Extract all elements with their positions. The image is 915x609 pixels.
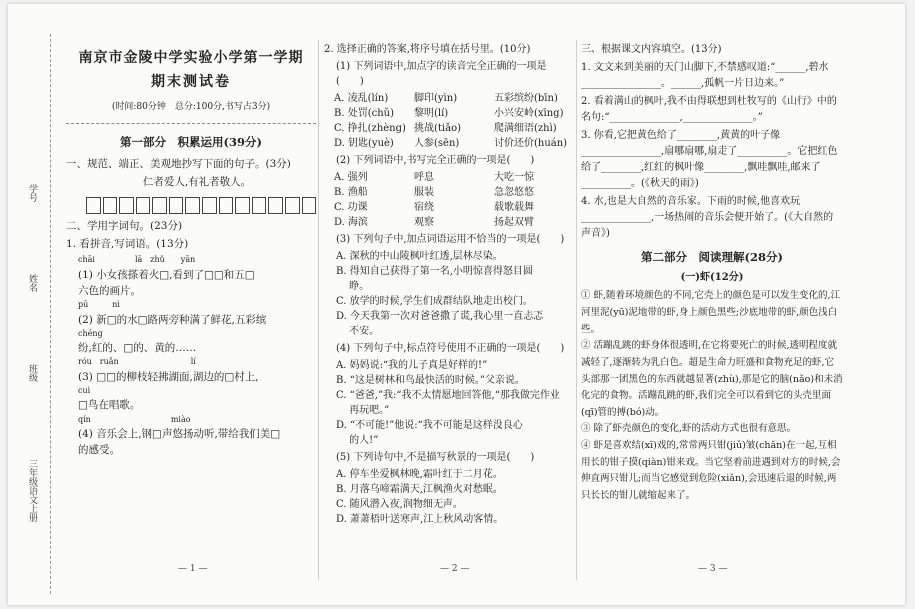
column-divider [576,40,577,580]
divider [66,123,316,124]
page-number: — 1 — [178,564,208,574]
grade-label: 三年级语文上册 [27,459,37,522]
part2-heading: 第二部分 阅读理解(28分) [641,250,783,264]
student-id-label: 学号 [27,184,37,202]
exam-title: 南京市金陵中学实验小学第一学期 [78,50,304,66]
fill-item[interactable]: 1. 文文来到美丽的天门山脚下,不禁感叹道:“______,碧水________________。______,孤帆一片日边来。” [581,62,829,89]
pinyin-line: qín miào [78,414,191,424]
sub-question: (4) 下列句子中,标点符号使用不正确的一项是( ) [336,343,565,354]
option-row[interactable] [324,136,574,151]
option-line[interactable]: 的人!” [336,435,379,446]
exam-meta: (时间:80分钟 总分:100分,书写占3分) [111,102,271,113]
option-cell: 小兴安岭(xīng) [494,108,564,119]
exam-sheet [8,4,905,605]
part1-heading: 第一部分 积累运用(39分) [120,135,262,150]
reading-paragraph: ③ 除了虾壳颜色的变化,虾的活动方式也很有意思。 [581,423,797,435]
name-label: 姓名 [27,274,37,292]
option-cell: 宿绕 [414,202,434,213]
option-cell: 急忽悠悠 [494,187,534,198]
pinyin-line: cuì [78,386,91,396]
copy-sentence: 仁者爱人,有礼者敬人。 [142,176,252,189]
pinyin-line: chāi lā zhǔ yān [78,255,196,265]
option-row[interactable] [324,121,574,136]
option-row[interactable] [324,106,574,121]
option-row[interactable] [324,200,574,215]
question-3: 三、根据课文内容填空。(13分) [581,44,722,55]
option-line[interactable]: 睁。 [336,281,370,292]
item-line[interactable]: (3) □□的柳枝轻拂湖面,湖边的□村上, [78,370,259,383]
sub-question: (5) 下列诗句中,不是描写秋景的一项是( ) [336,452,535,463]
option-row[interactable] [324,170,574,185]
item-line[interactable]: 纷,红的、□的、黄的…… [78,342,197,355]
option-line[interactable]: 再玩吧。” [336,405,390,416]
item-line: 六色的画片。 [78,284,141,297]
question-2-2: 2. 选择正确的答案,将序号填在括号里。(10分) [324,44,531,55]
column-divider [318,40,319,580]
fill-item[interactable]: 2. 看着满山的枫叶,我不由得联想到杜牧写的《山行》中的名句:“______________,______________。” [581,96,837,123]
reading-paragraph: ① 虾,随着环境颜色的不同,它壳上的颜色是可以发生变化的,江河里泥(yū)泥地带的虾,身上颜色黑些;沙底地带的虾,颜色浅白些。 [581,290,841,335]
option-row[interactable] [324,215,574,230]
question-1: 一、规范、端正、美观地抄写下面的句子。(3分) [66,158,291,171]
binding-margin [8,4,66,605]
sub-question: (3) 下列句子中,加点词语运用不恰当的一项是( ) [336,234,565,245]
option-cell: 讨价还价(huán) [494,138,568,149]
options-s1 [324,91,574,151]
item-line[interactable]: (1) 小女孩搽着火□,看到了□□和五□ [78,268,255,281]
option-row[interactable] [324,185,574,200]
option-cell: D. 钥匙(yuè) [334,138,394,149]
option-cell: 挑战(tiǎo) [414,123,462,134]
sub-question: (2) 下列词语中,书写完全正确的一项是( ) [336,155,535,166]
option-cell: C. 功课 [334,202,368,213]
options-s5 [324,467,574,527]
reading-paragraph: ② 活蹦乱跳的虾身体很透明,在它将要死亡的时候,透明程度就减轻了,逐渐转为乳白色。超是生命力旺盛和食物充足的虾,它头部那一团黑色的东西就越显著(zhù),那是它的脑(nǎo)和未消化完的食物。活蹦乱跳的虾,我们完全可以看到它的头壳里面(qī)管的搏(bó)动。 [581,340,843,418]
option-cell: B. 渔船 [334,187,368,198]
option-line[interactable]: C. 随风潜入夜,润物细无声。 [336,499,463,510]
option-cell: B. 处罚(chǔ) [334,108,394,119]
option-line[interactable]: C. 放学的时候,学生们成群结队地走出校门。 [336,296,533,307]
pinyin-line: róu ruǎn lí [78,357,196,367]
options-s3 [324,249,574,339]
option-line[interactable]: C. “爸爸,”我:“我不太情愿地回答他,“那我做完作业 [336,390,560,401]
page-number: — 3 — [698,564,728,574]
fill-item[interactable]: 4. 水,也是大自然的音乐家。下雨的时候,他喜欢玩______________,一场热闹的音乐会便开始了。(《大自然的声音》) [581,196,834,239]
option-line[interactable]: A. 妈妈说:“我的儿子真是好样的!” [336,360,488,371]
page-3 [581,40,843,505]
option-cell: 扬起双臂 [494,217,534,228]
option-line[interactable]: D. 今天我第一次对爸爸撒了谎,我心里一直忐忑 [336,311,544,322]
writing-grid[interactable] [86,197,316,214]
option-cell: 五彩缤纷(bīn) [494,93,558,104]
option-cell: A. 强列 [334,172,368,183]
reading-paragraph: ④ 虾是喜欢结(xī)戏的,常常两只钳(jiǔ)皱(chǎn)在一起,互相用长的钳子摸(qiàn)钳来戏。当它坚着前进遇到对方的时候,会伸直两只钳儿;而当它感觉到危险(xiǎn),会迅速后退的时候,两只长长的钳儿就缩起来了。 [581,440,841,501]
option-cell: C. 挣扎(zhèng) [334,123,406,134]
options-s2 [324,170,574,230]
question-2-1: 1. 看拼音,写词语。(13分) [66,237,189,250]
option-cell: 爬满细语(zhì) [494,123,557,134]
pinyin-line: chéng [78,328,103,338]
options-s4 [324,358,574,448]
option-cell: A. 凌乱(lín) [334,93,389,104]
option-row[interactable] [324,91,574,106]
page-number: — 2 — [440,564,470,574]
class-label: 班级 [27,364,37,382]
option-line[interactable]: 不安。 [336,326,380,337]
page-1 [66,40,316,459]
sub-question: (1) 下列词语中,加点字的读音完全正确的一项是( ) [336,61,547,87]
option-line[interactable]: B. 月落乌啼霜满天,江枫渔火对愁眠。 [336,484,503,495]
option-line[interactable]: A. 深秋的中山陵枫叶红透,层林尽染。 [336,251,503,262]
question-2: 二、学用字词句。(23分) [66,219,183,232]
item-line[interactable]: (2) 新□的水□路两旁种满了鲜花,五彩缤 [78,313,267,326]
option-line[interactable]: A. 停车坐爱枫林晚,霜叶红于二月花。 [336,469,503,480]
option-cell: 脚印(yìn) [414,93,458,104]
option-cell: 服装 [414,187,434,198]
pinyin-line: pū nì [78,300,120,310]
item-line: 的感受。 [78,444,120,457]
option-cell: 呼息 [414,172,434,183]
option-line[interactable]: B. “这是树林和鸟最快活的时候。”父亲说。 [336,375,525,386]
exam-subtitle: 期末测试卷 [151,73,231,90]
option-cell: 观察 [414,217,434,228]
binding-line [50,34,51,594]
fill-item[interactable]: 3. 你看,它把黄色给了________,黄黄的叶子像________________,扇哪扇哪,扇走了__________。它把红色给了________,红红的枫叶像________,飘哇飘哇,邮来了__________。(《秋天的雨》) [581,130,838,189]
option-cell: 人参(sēn) [414,138,460,149]
item-line[interactable]: □鸟在唱歌。 [78,399,141,412]
option-cell: 黎明(lí) [414,108,449,119]
option-cell: 大吃一惊 [494,172,534,183]
option-line[interactable]: D. “不可能!”他说:“我不可能是这样没良心 [336,420,523,431]
option-line[interactable]: D. 萧萧梧叶送寒声,江上秋风动客情。 [336,514,504,525]
page-2 [324,40,574,527]
reading-title: (一)虾(12分) [680,272,744,284]
option-cell: D. 海滨 [334,217,369,228]
item-line[interactable]: (4) 音乐会上,钢□声悠扬动听,带给我们美□ [78,428,281,441]
option-line[interactable]: B. 得知自己获得了第一名,小明惊喜得怒目圆 [336,266,533,277]
option-cell: 载歌载舞 [494,202,534,213]
